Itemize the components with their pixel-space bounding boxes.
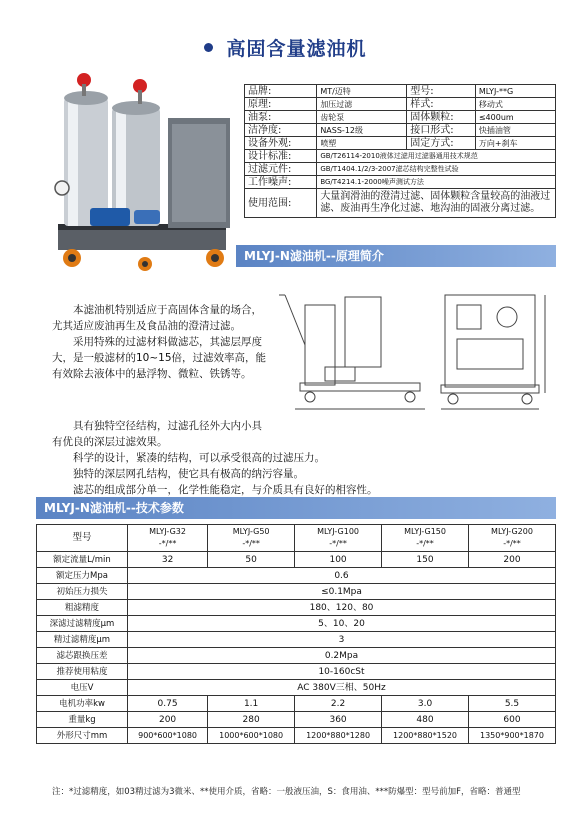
bullet-icon xyxy=(204,43,213,52)
intro-paragraph: 滤芯的组成部分单一，化学性能稳定，与介质具有良好的相容性。 xyxy=(73,484,378,496)
spec-standard-row: 设计标准: GB/T26114-2010液体过滤用过滤器通用技术规范 xyxy=(245,150,556,163)
table-row: 电压V AC 380V三相、50Hz xyxy=(37,680,556,696)
product-photo xyxy=(50,68,235,280)
intro-text xyxy=(52,302,268,382)
model-header-cell: MLYJ-G32 -*/** xyxy=(128,525,208,552)
spec-standard-row: 工作噪声: BG/T4214.1-2000噪声测试方法 xyxy=(245,176,556,189)
spec-row: 设备外观: 喷塑 固定方式: 万向+刹车 xyxy=(245,137,556,150)
intro-paragraph: 本滤油机特别适应于高固体含量的场合，尤其适应废油再生及食品油的澄清过滤。 xyxy=(52,304,262,332)
table-row: 滤芯跟换压差 0.2Mpa xyxy=(37,648,556,664)
table-row: 深滤过滤精度μm 5、10、20 xyxy=(37,616,556,632)
model-header-cell: MLYJ-G200 -*/** xyxy=(469,525,556,552)
table-row: 额定压力Mpa 0.6 xyxy=(37,568,556,584)
spec-usage-row: 使用范围: 大量润滑油的澄清过滤、固体颗粒含量较高的油液过滤、废油再生净化过滤、地沟油的固液分离过滤。 xyxy=(245,189,556,218)
section-header-principle: MLYJ-N滤油机--原理简介 xyxy=(236,245,556,267)
spec-standard-row: 过滤元件: GB/T1404.1/2/3-2007滤芯结构完整性试验 xyxy=(245,163,556,176)
page-title: 高固含量滤油机 xyxy=(0,34,571,61)
table-row: 精过滤精度μm 3 xyxy=(37,632,556,648)
footnote: 注：*过滤精度，如03精过滤为3微米、**使用介质，省略：一般液压油，S：食用油、***防爆型：型号前加F，省略：普通型 xyxy=(52,787,521,797)
table-row: 初始压力损失 ≤0.1Mpa xyxy=(37,584,556,600)
intro-paragraph: 采用特殊的过滤材料做滤芯，其滤层厚度大，是一般滤材的10~15倍，过滤效率高，能有效除去液体中的悬浮物、微粒、铁锈等。 xyxy=(52,336,267,380)
spec-row: 洁净度: NASS-12级 接口形式: 快插油管 xyxy=(245,124,556,137)
table-row: 外形尺寸mm 900*600*1080 1000*600*1080 1200*880*1280 1200*880*1520 1350*900*1870 xyxy=(37,728,556,744)
table-header-row: 型号 MLYJ-G32 -*/** MLYJ-G50 -*/** MLYJ-G100 -*/** MLYJ-G150 -*/** MLYJ-G200 -*/** xyxy=(37,525,556,552)
spec-row: 原理: 加压过滤 样式: 移动式 xyxy=(245,98,556,111)
table-row: 推荐使用粘度 10-160cSt xyxy=(37,664,556,680)
intro-paragraph: 科学的设计，紧凑的结构，可以承受很高的过滤压力。 xyxy=(73,452,325,464)
model-header-cell: MLYJ-G150 -*/** xyxy=(382,525,469,552)
intro-text-continued xyxy=(52,418,402,498)
spec-table xyxy=(244,84,556,218)
intro-paragraph: 独特的深层网孔结构，使它具有极高的纳污容量。 xyxy=(73,468,304,480)
section-header-tech-params: MLYJ-N滤油机--技术参数 xyxy=(36,497,556,519)
table-row: 粗滤精度 180、120、80 xyxy=(37,600,556,616)
model-header-cell: MLYJ-G100 -*/** xyxy=(295,525,382,552)
table-row: 额定流量L/min 32 50 100 150 200 xyxy=(37,552,556,568)
technical-drawing xyxy=(275,285,555,415)
table-row: 重量kg 200 280 360 480 600 xyxy=(37,712,556,728)
spec-row: 品牌: MT/迈特 型号: MLYJ-**G xyxy=(245,85,556,98)
intro-paragraph: 具有独特空径结构，过滤孔径外大内小具有优良的深层过滤效果。 xyxy=(52,420,262,448)
spec-row: 油泵: 齿轮泵 固体颗粒: ≤400um xyxy=(245,111,556,124)
tech-params-table xyxy=(36,524,556,744)
model-header-cell: MLYJ-G50 -*/** xyxy=(208,525,295,552)
table-row: 电机功率kw 0.75 1.1 2.2 3.0 5.5 xyxy=(37,696,556,712)
